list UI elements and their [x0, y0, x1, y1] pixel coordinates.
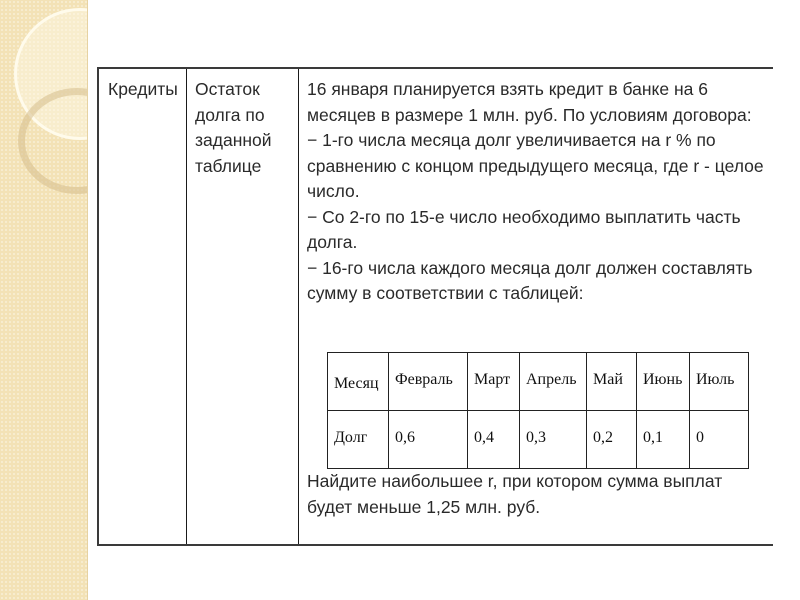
debt-cell: 0,6 [389, 411, 468, 469]
months-row [328, 353, 749, 411]
task-cell [299, 69, 775, 544]
task-condition-2: − Со 2-го по 15-е число необходимо выплатить часть долга. [307, 206, 741, 252]
task-question: Найдите наибольшее r, при котором сумма выплат будет меньше 1,25 млн. руб. [307, 471, 723, 517]
month-cell: Май [587, 353, 637, 411]
month-cell: Июнь [637, 353, 690, 411]
credit-task-table [97, 67, 773, 546]
decorative-sidebar [0, 0, 88, 600]
month-cell: Февраль [389, 353, 468, 411]
debt-cell: 0,2 [587, 411, 637, 469]
category-label: Кредиты [108, 79, 178, 99]
debts-row [328, 411, 749, 469]
debt-schedule-table [327, 352, 749, 469]
month-cell: Июль [690, 353, 749, 411]
task-intro: 16 января планируется взять кредит в банке на 6 месяцев в размере 1 млн. руб. По условиям договора: [307, 79, 752, 125]
month-cell: Апрель [520, 353, 587, 411]
task-condition-1: − 1-го числа месяца долг увеличивается на r % по сравнению с концом предыдущего месяца, где r - целое число. [307, 130, 764, 201]
task-condition-3: − 16-го числа каждого месяца долг должен составлять сумму в соответствии с таблицей: [307, 257, 753, 303]
subtype-label: Остаток долга по заданной таблице [195, 79, 272, 176]
month-cell: Март [468, 353, 520, 411]
month-header-label: Месяц [328, 353, 389, 411]
category-cell [99, 69, 187, 544]
debt-cell: 0,4 [468, 411, 520, 469]
debt-row-label: Долг [328, 411, 389, 469]
debt-cell: 0 [690, 411, 749, 469]
subtype-cell [187, 69, 299, 544]
debt-cell: 0,3 [520, 411, 587, 469]
debt-cell: 0,1 [637, 411, 690, 469]
